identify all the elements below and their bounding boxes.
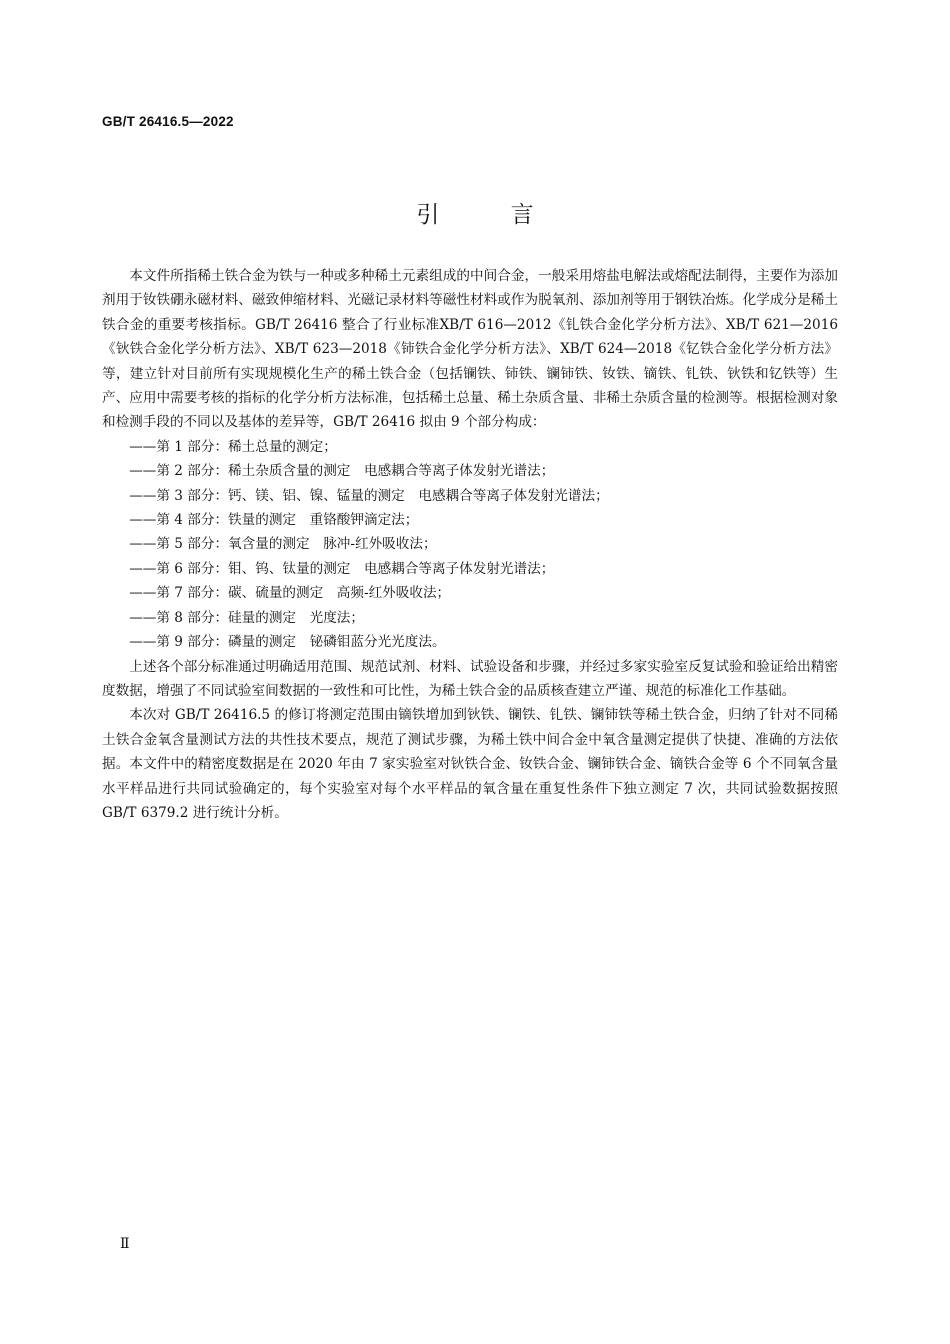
list-item: ——第 6 部分：钼、钨、钛量的测定 电感耦合等离子体发射光谱法； (129, 560, 555, 577)
list-item: ——第 7 部分：碳、硫量的测定 高频-红外吸收法； (129, 585, 451, 602)
revision-paragraph: 本次对 GB/T 26416.5 的修订将测定范围由镝铁增加到钬铁、镧铁、钆铁、镧铈铁等稀土铁合金，归纳了针对不同稀土铁合金氧含量测试方法的共性技术要点，规范了测试步骤，为稀土铁中间合金中氧含量测定提供了快捷、准确的方法依据。本文件中的精密度数据是在 2020 年由 7 家实验室对钬铁合金、钕铁合金、镧铈铁合金、镝铁合金等 6 个不同氧含量水平样品进行共同试验确定的，每个实验室对每个水平样品的氧含量在重复性条件下独立测定 7 次，共同试验数据按照 GB/T 6379.2 进行统计分析。 (102, 707, 838, 821)
page-number: Ⅱ (120, 1236, 130, 1252)
standard-number: GB/T 26416.5—2022 (102, 114, 234, 129)
list-item: ——第 8 部分：硅量的测定 光度法； (129, 609, 364, 626)
intro-paragraph: 本文件所指稀土铁合金为铁与一种或多种稀土元素组成的中间合金，一般采用熔盐电解法或熔配法制得，主要作为添加剂用于钕铁硼永磁材料、磁致伸缩材料、光磁记录材料等磁性材料或作为脱氧剂、添加剂等用于钢铁冶炼。化学成分是稀土铁合金的重要考核指标。GB/T 26416 整合了行业标准XB/T 616—2012《钆铁合金化学分析方法》、XB/T 621—2016《钬铁合金化学分析方法》、XB/T 623—2018《铈铁合金化学分析方法》、XB/T 624—2018《钇铁合金化学分析方法》等，建立针对目前所有实现规模化生产的稀土铁合金（包括镧铁、铈铁、镧铈铁、钕铁、镝铁、钆铁、钬铁和钇铁等）生产、应用中需要考核的指标的化学分析方法标准，包括稀土总量、稀土杂质含量、非稀土杂质含量的检测等。根据检测对象和检测手段的不同以及基体的差异等，GB/T 26416 拟由 9 个部分构成： (102, 268, 838, 431)
list-item: ——第 2 部分：稀土杂质含量的测定 电感耦合等离子体发射光谱法； (129, 463, 555, 480)
list-item: ——第 5 部分：氧含量的测定 脉冲-红外吸收法； (129, 536, 437, 553)
document-body (102, 264, 838, 825)
list-item: ——第 1 部分：稀土总量的测定； (129, 438, 337, 455)
list-item: ——第 3 部分：钙、镁、铝、镍、锰量的测定 电感耦合等离子体发射光谱法； (129, 487, 609, 504)
list-item: ——第 4 部分：铁量的测定 重铬酸钾滴定法； (129, 512, 419, 529)
parts-list (102, 435, 838, 655)
list-item: ——第 9 部分：磷量的测定 铋磷钼蓝分光光度法。 (129, 634, 446, 651)
summary-paragraph: 上述各个部分标准通过明确适用范围、规范试剂、材料、试验设备和步骤，并经过多家实验室反复试验和验证给出精密度数据，增强了不同试验室间数据的一致性和可比性，为稀土铁合金的品质核查建立严谨、规范的标准化工作基础。 (102, 658, 838, 699)
page-title: 引 言 (416, 202, 566, 228)
